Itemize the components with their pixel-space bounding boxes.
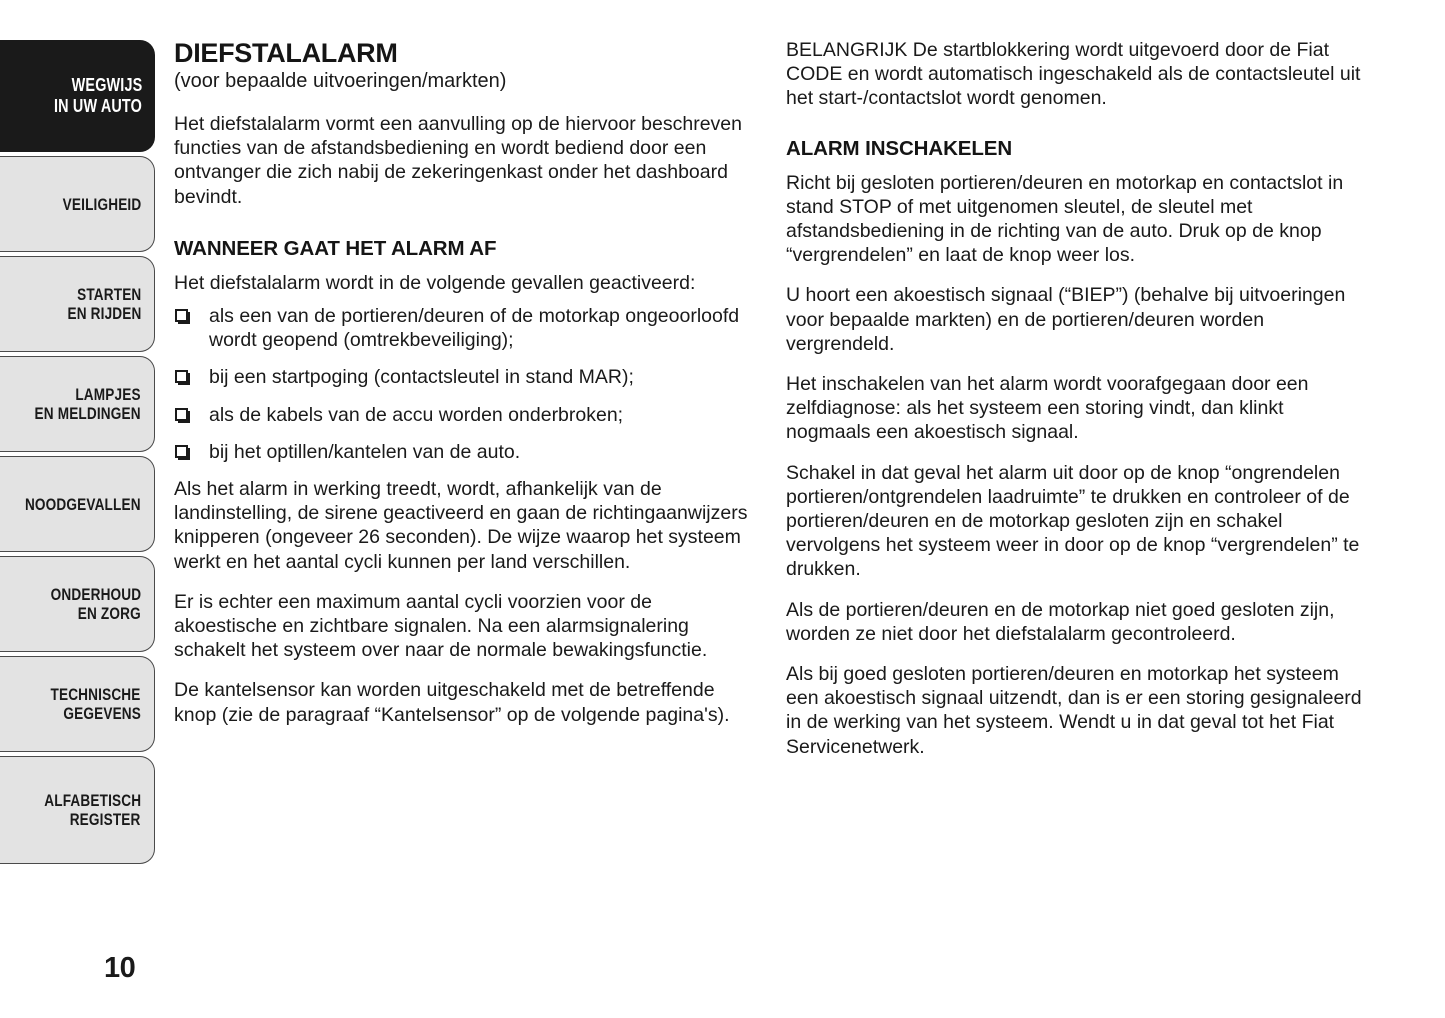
list-item-text: als een van de portieren/deuren of de motorkap ongeoorloofd wordt geopend (omtrekbeveiliging);: [209, 305, 740, 352]
list-item-text: bij het optillen/kantelen van de auto.: [209, 440, 521, 463]
sidebar-tab-starten-en-rijden[interactable]: [0, 256, 155, 352]
body-paragraph: Het inschakelen van het alarm wordt voorafgegaan door een zelfdiagnose: als het systeem een storing vindt, dan klinkt nogmaals een akoestisch signaal.: [786, 373, 1309, 444]
sidebar-tab-label: WEGWIJS: [71, 75, 142, 95]
sidebar-tab-label: EN MELDINGEN: [34, 404, 141, 423]
sidebar-tab-label: VEILIGHEID: [62, 194, 141, 214]
page-title: DIEFSTALALARM: [174, 38, 398, 68]
list-item-text: bij een startpoging (contactsleutel in stand MAR);: [209, 366, 634, 389]
page-subtitle: (voor bepaalde uitvoeringen/markten): [174, 70, 507, 92]
section-heading-wanneer: WANNEER GAAT HET ALARM AF: [174, 236, 497, 260]
section-heading-alarm-inschakelen: ALARM INSCHAKELEN: [786, 136, 1013, 160]
sidebar-tab-label: LAMPJES: [75, 385, 141, 404]
body-paragraph: Richt bij gesloten portieren/deuren en motorkap en contactslot in stand STOP of met uitgenomen sleutel, de sleutel met afstandsbediening in de richting van de auto. Druk op de knop “vergrendelen” en laat de knop weer los.: [786, 171, 1344, 267]
sidebar-tab-label: NOODGEVALLEN: [25, 494, 141, 514]
square-bullet-icon: [175, 445, 190, 460]
left-text-column: [174, 38, 752, 743]
body-paragraph: Er is echter een maximum aantal cycli voorzien voor de akoestische en zichtbare signalen. Na een alarmsignalering schakelt het systeem over naar de normale bewakingsfunctie.: [174, 590, 708, 662]
list-item: [174, 304, 752, 352]
list-item-text: als de kabels van de accu worden onderbroken;: [209, 403, 624, 426]
body-paragraph: Als het alarm in werking treedt, wordt, afhankelijk van de landinstelling, de sirene geactiveerd en gaan de richtingaanwijzers knipperen (ongeveer 26 seconden). De wijze waarop het systeem werkt en het aantal cycli kunnen per land verschillen.: [174, 478, 748, 573]
body-paragraph: De kantelsensor kan worden uitgeschakeld met de betreffende knop (zie de paragraaf “Kantelsensor” op de volgende pagina's).: [174, 679, 730, 726]
body-paragraph: U hoort een akoestisch signaal (“BIEP”) (behalve bij uitvoeringen voor bepaalde markten) en de portieren/deuren worden vergrendeld.: [786, 284, 1346, 355]
sidebar-tab-noodgevallen[interactable]: [0, 456, 155, 552]
sidebar-tab-label: EN ZORG: [77, 604, 141, 623]
square-bullet-icon: [175, 408, 190, 423]
body-paragraph: Als bij goed gesloten portieren/deuren en motorkap het systeem een akoestisch signaal uitzendt, dan is er een storing gesignaleerd in de werking van het systeem. Wendt u in dat geval tot het Fiat Servicenetwerk.: [786, 663, 1362, 758]
list-intro-paragraph: Het diefstalalarm wordt in de volgende gevallen geactiveerd:: [174, 271, 696, 294]
sidebar-tab-veiligheid[interactable]: [0, 156, 155, 252]
sidebar-tab-label: IN UW AUTO: [54, 96, 142, 116]
sidebar-tab-label: ONDERHOUD: [50, 585, 141, 604]
sidebar-tab-label: STARTEN: [76, 285, 141, 304]
sidebar-tab-technische-gegevens[interactable]: [0, 656, 155, 752]
page-number: 10: [104, 952, 136, 984]
sidebar-tab-label: REGISTER: [70, 810, 141, 829]
alarm-trigger-list: [174, 304, 752, 464]
list-item: [174, 365, 752, 389]
list-item: [174, 403, 752, 427]
sidebar-tab-label: TECHNISCHE: [50, 685, 141, 704]
sidebar-tab-alfabetisch-register[interactable]: [0, 756, 155, 864]
sidebar-tab-lampjes-en-meldingen[interactable]: [0, 356, 155, 452]
right-text-column: [786, 38, 1372, 775]
square-bullet-icon: [175, 309, 190, 324]
sidebar-tab-label: GEGEVENS: [63, 704, 141, 723]
body-paragraph: Schakel in dat geval het alarm uit door op de knop “ongrendelen portieren/ontgrendelen laadruimte” te drukken en controleer of de portieren/deuren en de motorkap gesloten zijn en schakel vervolgens het systeem weer in door op de knop “vergrendelen” te drukken.: [786, 461, 1360, 581]
square-bullet-icon: [175, 370, 190, 385]
sidebar-tab-label: ALFABETISCH: [44, 791, 141, 810]
sidebar-tab-label: EN RIJDEN: [67, 304, 141, 323]
intro-paragraph: Het diefstalalarm vormt een aanvulling op de hiervoor beschreven functies van de afstandsbediening en wordt bediend door een ontvanger die zich nabij de zekeringenkast onder het dashboard bevindt.: [174, 113, 742, 208]
body-paragraph: Als de portieren/deuren en de motorkap niet goed gesloten zijn, worden ze niet door het diefstalalarm gecontroleerd.: [786, 598, 1335, 645]
section-tabs-sidebar: [0, 40, 155, 864]
list-item: [174, 440, 752, 464]
important-note: BELANGRIJK De startblokkering wordt uitgevoerd door de Fiat CODE en wordt automatisch ingeschakeld als de contactsleutel uit het start-/contactslot wordt genomen.: [786, 39, 1361, 110]
sidebar-tab-wegwijs-in-uw-auto[interactable]: [0, 40, 155, 152]
sidebar-tab-onderhoud-en-zorg[interactable]: [0, 556, 155, 652]
